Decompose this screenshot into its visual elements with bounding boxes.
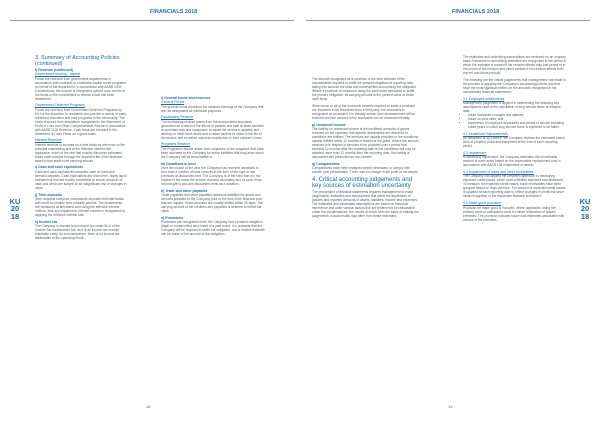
para-critical-judgements: The following are the critical judgements that management has made in the process of applying the Company's accounting policies and that have the most significant effect on the amounts recognised in the consolidated financial statements: xyxy=(463,77,566,94)
heading-leasehold: 4.2 Leasehold improvements xyxy=(463,131,508,136)
heading-unearned-income: p) Unearned income xyxy=(312,122,346,127)
para-payables: Trade payables and other payables represent liabilities for goods and services provided to the Company prior to the end of the financial year that are unpaid. These amounts are usually settled within 30 days. The carrying amount of the creditors and payables is deemed to reflect fair value. xyxy=(161,192,263,213)
heading-donations: m) Donations in kind xyxy=(161,161,196,166)
header-rule-left xyxy=(10,20,294,21)
para-provisions: Provisions are recognised when the Company has a present obligation (legal or constructive) as a result of a past event, it is probable that the Company will be required to settle the obligation, and a reliable estimate can be made of the amount of the obligation. xyxy=(161,220,265,237)
heading-make-good: 4.5 Make good provision xyxy=(463,201,502,206)
para-donations: Over the course of the year the Company has received donations in kind from a number of local councils in the form of the right to use premises at discounted rent. The Company is of the view that it is not reliable to fair value the service received accurately and as such it has not brought to account discounted rents as a donation. xyxy=(161,165,262,186)
heading-revenue: f) Revenue (continued) xyxy=(35,67,73,72)
section-3-title: 3. Summary of Accounting Policies (continued) xyxy=(35,55,120,68)
para-employee-entitlements: Management judgement is applied in determining the following key assumptions used in the calculation of long service leave at balance date: xyxy=(463,100,561,113)
side-mark-right-text: KU 20 18 xyxy=(579,197,591,221)
side-mark-left xyxy=(8,198,22,220)
heading-gov-funding: Government funding - capital xyxy=(35,72,80,77)
heading-comparatives: q) Comparatives xyxy=(312,161,340,166)
heading-fundraising: Fundraising Reserve xyxy=(161,115,194,120)
para-cash: Cash and cash equivalents comprise cash on hand and demand deposits. Cash equivalents are short-term, highly liquid investments that are readily convertible to known amounts of cash and which are subject to an insignificant risk of changes in value. xyxy=(35,169,127,190)
header-rule-right xyxy=(306,20,590,21)
para-impairment: In assessing impairment, the Company estimates the recoverable amount of each asset based on the depreciable replacement cost in accordance with AASB 136 Impairment of assets. xyxy=(463,155,561,168)
column-1 xyxy=(35,55,127,243)
para-gov-funding: Funds are received from government departments in accordance with contracts to undertake capital works programs on behalf of the department. In accordance with AASB 1004 Contributions, the income is recognised upfront once control of the funds or the commitment to receive funds has been transferred. xyxy=(35,76,126,101)
column-2 xyxy=(161,96,265,239)
para-section-4: The preparation of financial statements requires management to make judgements, estimates and assumptions that affect the application of policies and reported amounts of assets, liabilities, income and expenses. The estimates and associated assumptions are based on historical experience and other various factors that are believed to be reasonable under the circumstances, the results of which form the basis of making the judgements. Actual results may differ from these estimates. xyxy=(312,190,419,219)
para-interest: Interest revenue is accrued on a time basis by reference to the principal outstanding and at the effective interest rate applicable, which is the rate that exactly discounts estimated future cash receipts through the expected life of the financial asset to that asset's net carrying amount. xyxy=(35,142,125,163)
para-fundraising: The fundraising reserve arises from the accumulated surpluses generated as a result of the efforts of parents and staff to allow services to purchase toys and equipment, to assist the service's capacity and develop to meet local needs and to allow parents to share in the life of the service and to realise concrete contribution to their children's lives. xyxy=(161,119,264,140)
para-estimates-review: The estimates and underlying assumptions are reviewed on an ongoing basis. Revisions to accounting estimates are recognised in the period in which the estimate is revised if the revision affects only that period or in the period of the revision and future periods if the revision affects both current and future periods. xyxy=(463,55,567,75)
heading-term-deposits: j) Term deposits xyxy=(35,192,62,197)
para-unearned-income: The liability for unearned income is the unutilised amounts of grants received on the condition that specific deliverables are delivered or conditions are fulfilled. The services are usually provided or the conditions usually fulfilled within 12 months of receipt of the grant. Where the amount received is in respect of services to be provided over a period that exceeds 12 months after the reporting date or the conditions will only be satisfied more than 12 months after the reporting date, the liability is discounted and presented as non-current. xyxy=(312,126,419,159)
heading-general-funds: General Funds xyxy=(161,100,185,105)
heading-payables: n) Trade and other payables xyxy=(161,188,208,193)
para-gov-deferred: Funds are received from Government Deferred Programs by KU for the allocation to recipients who provide a variety of early childhood education and care programs in the community. The funds received from allocations recognised in the Statement of Profit or Loss and Other Comprehensive Income in accordance with AASB 1118 Revenue. Cash flows are included in the Statement of Cash Flows on a gross basis. xyxy=(35,107,126,136)
para-programs-reserve: The Programs reserve arises from surpluses on the programs that have been allocated to the Company for future liabilities that may arise which the Company will be accountable to. xyxy=(161,146,264,159)
list-item: • future on-cost rates; and xyxy=(468,117,567,121)
section-4-title: 4. Critical accounting judgements and key sources of estimation uncertainty xyxy=(312,176,413,190)
column-4 xyxy=(463,55,567,224)
para-leasehold: As described at 3(c) above, the Company reviews the estimated useful lives of property, plant and equipment at the end of each reporting period. xyxy=(463,136,565,149)
para-income-tax: The Company is exempt from income tax under 50-5 of the Income Tax Assessment Act, as it is an income tax exempt charitable entity. As a consequence, there is no income tax attributable to the operating result. xyxy=(35,223,120,240)
para-comparatives: Comparatives have been realigned where necessary, to comply with current year presentation. There was no change in the profit or net assets. xyxy=(312,165,419,174)
para-receivables-impairment: The Company has applied the simplified approach to measuring expected credit losses, which uses a lifetime expected loss allowance. To measure the expected credit losses, trade receivables have been grouped based on days overdue. The amount of expected credit losses is updated at each reporting date to reflect changes in credit risk since initial recognition of the respective financial instrument. xyxy=(463,174,566,199)
heading-employee-entitlements: 4.1 Employee entitlements xyxy=(463,96,505,101)
para-term-deposits: Term deposits comprise investments deposits held with banks with short to medium term maturity periods. The investments are measured at amortised cost using the effective interest method, less any impairment. Interest income is recognised by applying the effective interest rate. xyxy=(35,196,125,217)
heading-cash: i) Cash and cash equivalents xyxy=(35,165,84,170)
heading-income-tax: k) Income tax xyxy=(35,219,58,224)
para-general-funds: The general funds represent the retained earnings of the Company that are not designated for particular purposes. xyxy=(161,104,264,113)
heading-gov-deferred: Government Deferred Programs xyxy=(35,103,85,108)
page-header-left: FINANCIALS 2018 xyxy=(150,9,198,15)
page-number-left: 18 xyxy=(146,404,151,409)
assumptions-list xyxy=(463,113,567,129)
page-header-right: FINANCIALS 2018 xyxy=(452,9,500,15)
list-item: • experience of employee departures and period of service including future years in which long service leave is expected to be taken. xyxy=(468,121,567,129)
heading-receivables-impairment: 4.4 Impairment of trade and other receivables xyxy=(463,170,534,175)
list-item: • future increases in wages and salaries; xyxy=(468,113,567,117)
heading-impairment: 4.3 Impairment xyxy=(463,151,487,156)
heading-general-funds-reserves: l) General funds and reserves xyxy=(161,96,211,100)
heading-provisions: o) Provisions xyxy=(161,215,184,220)
side-mark-left-text: KU 20 18 xyxy=(9,197,21,221)
para-make-good: Provision for make good is included, where applicable, using the present value of anticipated costs for future restoration of leased premises. The provision includes future cost estimates associated with closure of the premises. xyxy=(463,205,565,222)
column-3 xyxy=(312,77,419,221)
side-mark-right xyxy=(578,198,592,220)
heading-interest: Interest Revenue xyxy=(35,138,62,143)
para-provision-estimate: The amount recognised as a provision is the best estimate of the consideration required to settle the present obligation at reporting date, taking into account the risks and uncertainties surrounding the obligation. Where a provision is measured using the cash flows estimated to settle the present obligation, its carrying amount is the present value of those cash flows. xyxy=(312,77,417,101)
heading-programs-reserve: Programs Reserve xyxy=(161,142,191,147)
page-number-right: 19 xyxy=(448,404,453,409)
para-provision-recovery: When some or all of the economic benefits required to settle a provision are expected to be recovered from a third party, the receivable is recognised as an asset if it is virtually certain that reimbursement will be received and the amount of the receivable can be measured reliably. xyxy=(312,103,416,120)
